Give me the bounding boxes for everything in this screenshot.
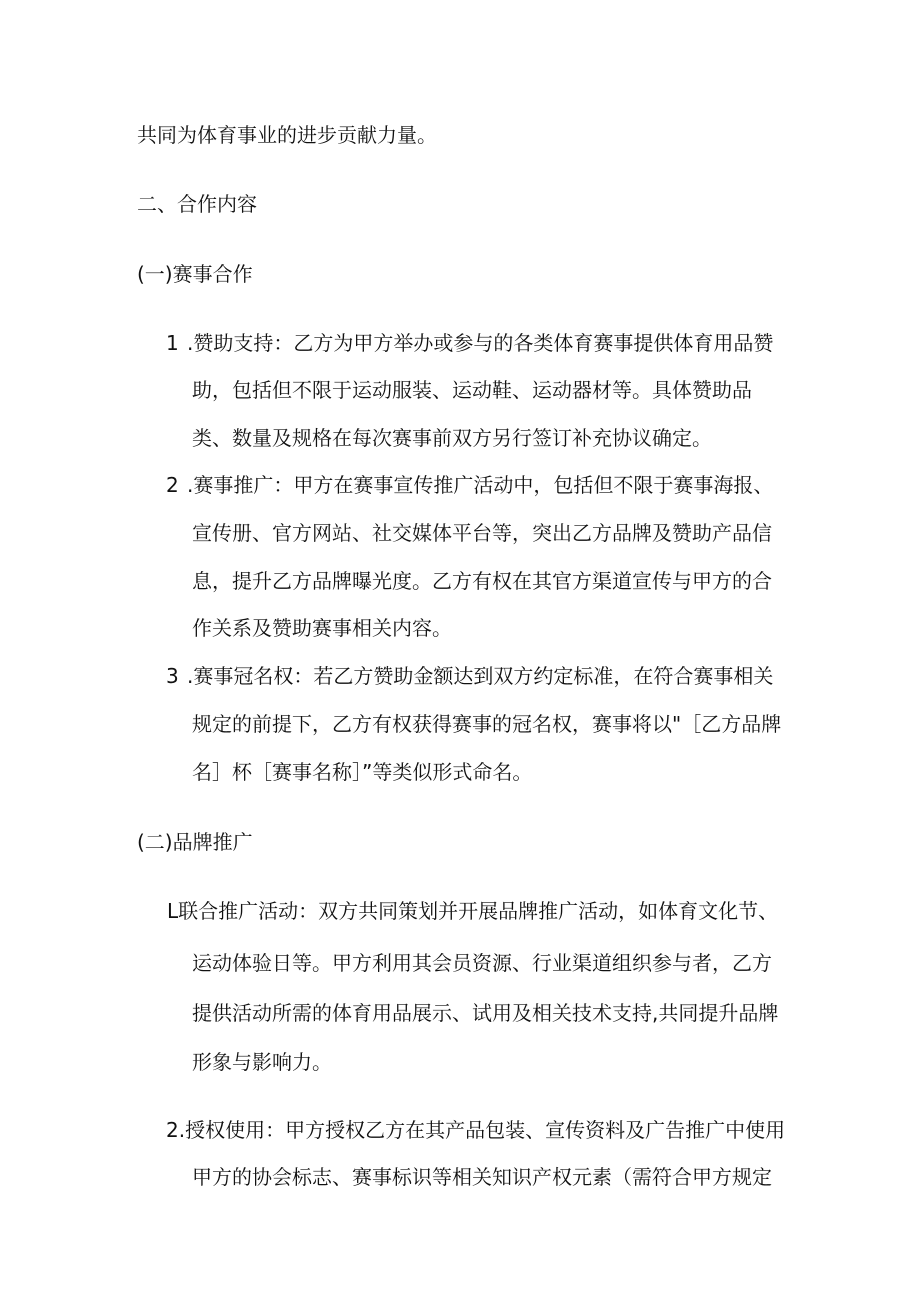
item-line: 作关系及赞助赛事相关内容。	[192, 616, 452, 640]
item-line: 宣传册、官方网站、社交媒体平台等，突出乙方品牌及赞助产品信	[192, 521, 772, 545]
item-line: 类、数量及规格在每次赛事前双方另行签订补充协议确定。	[192, 426, 712, 450]
item-number: 2	[166, 473, 179, 497]
intro-line: 共同为体育事业的进步贡献力量。	[137, 123, 437, 147]
item-line: L联合推广活动：双方共同策划并开展品牌推广活动，如体育文化节、	[167, 899, 779, 923]
item-line: 名］杯［赛事名称］”等类似形式命名。	[192, 760, 533, 784]
item-number: 1	[166, 331, 179, 355]
item-line: .赛事冠名权：若乙方赞助金额达到双方约定标准，在符合赛事相关	[187, 664, 774, 688]
item-line: 2.授权使用：甲方授权乙方在其产品包装、宣传资料及广告推广中使用	[166, 1118, 786, 1142]
item-line: 甲方的协会标志、赛事标识等相关知识产权元素（需符合甲方规定	[192, 1165, 772, 1189]
item-line: 提供活动所需的体育用品展示、试用及相关技术支持,共同提升品牌	[192, 1001, 779, 1025]
section-title: 二、合作内容	[137, 192, 257, 216]
item-number: 3	[166, 664, 179, 688]
part2-heading: (二)品牌推广	[137, 830, 253, 854]
item-line: 运动体验日等。甲方利用其会员资源、行业渠道组织参与者，乙方	[192, 951, 772, 975]
item-line: .赛事推广：甲方在赛事宣传推广活动中，包括但不限于赛事海报、	[187, 473, 774, 497]
item-line: 形象与影响力。	[192, 1050, 332, 1074]
part1-heading: (一)赛事合作	[137, 262, 253, 286]
item-line: 助，包括但不限于运动服装、运动鞋、运动器材等。具体赞助品	[192, 378, 752, 402]
item-line: 规定的前提下，乙方有权获得赛事的冠名权，赛事将以"［乙方品牌	[192, 712, 782, 736]
item-line: 息，提升乙方品牌曝光度。乙方有权在其官方渠道宣传与甲方的合	[192, 569, 772, 593]
item-line: .赞助支持：乙方为甲方举办或参与的各类体育赛事提供体育用品赞	[187, 331, 774, 355]
